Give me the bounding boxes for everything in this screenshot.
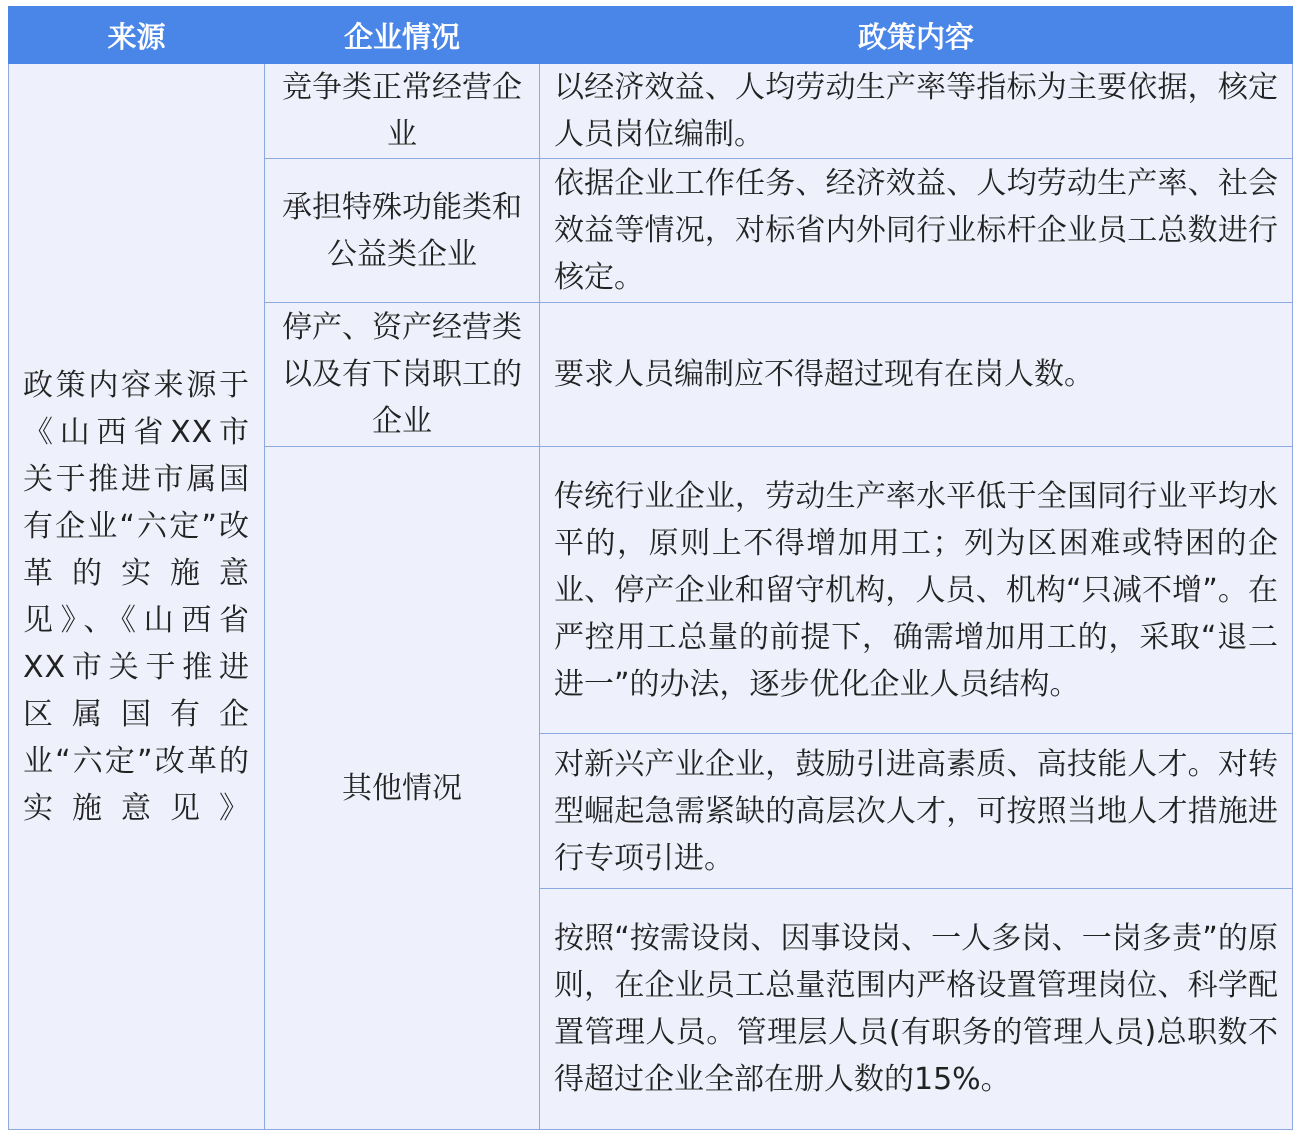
content-cell: 以经济效益、人均劳动生产率等指标为主要依据，核定人员岗位编制。 <box>540 64 1293 159</box>
content-cell: 依据企业工作任务、经济效益、人均劳动生产率、社会效益等情况，对标省内外同行业标杆企业员工总数进行核定。 <box>540 159 1293 303</box>
situation-cell: 竞争类正常经营企业 <box>265 64 540 159</box>
header-row <box>9 7 1293 64</box>
content-cell: 对新兴产业企业，鼓励引进高素质、高技能人才。对转型崛起急需紧缺的高层次人才，可按照当地人才措施进行专项引进。 <box>540 734 1293 889</box>
content-cell: 按照“按需设岗、因事设岗、一人多岗、一岗多责”的原则，在企业员工总量范围内严格设置管理岗位、科学配置管理人员。管理层人员(有职务的管理人员)总职数不得超过企业全部在册人数的15%。 <box>540 889 1293 1130</box>
source-cell: 政策内容来源于《山西省XX市关于推进市属国有企业“六定”改革的实施意见》、《山西省XX市关于推进区属国有企业“六定”改革的实施意见》 <box>9 64 265 1130</box>
content-cell: 传统行业企业，劳动生产率水平低于全国同行业平均水平的，原则上不得增加用工；列为区困难或特困的企业、停产企业和留守机构，人员、机构“只减不增”。在严控用工总量的前提下，确需增加用工的，采取“退二进一”的办法，逐步优化企业人员结构。 <box>540 447 1293 734</box>
content-cell: 要求人员编制应不得超过现有在岗人数。 <box>540 303 1293 447</box>
policy-table <box>8 6 1293 1130</box>
header-policy-content: 政策内容 <box>540 7 1293 64</box>
situation-cell: 承担特殊功能类和公益类企业 <box>265 159 540 303</box>
situation-cell: 停产、资产经营类以及有下岗职工的企业 <box>265 303 540 447</box>
header-enterprise-situation: 企业情况 <box>265 7 540 64</box>
situation-cell: 其他情况 <box>265 447 540 1130</box>
table-row <box>9 64 1293 159</box>
header-source: 来源 <box>9 7 265 64</box>
